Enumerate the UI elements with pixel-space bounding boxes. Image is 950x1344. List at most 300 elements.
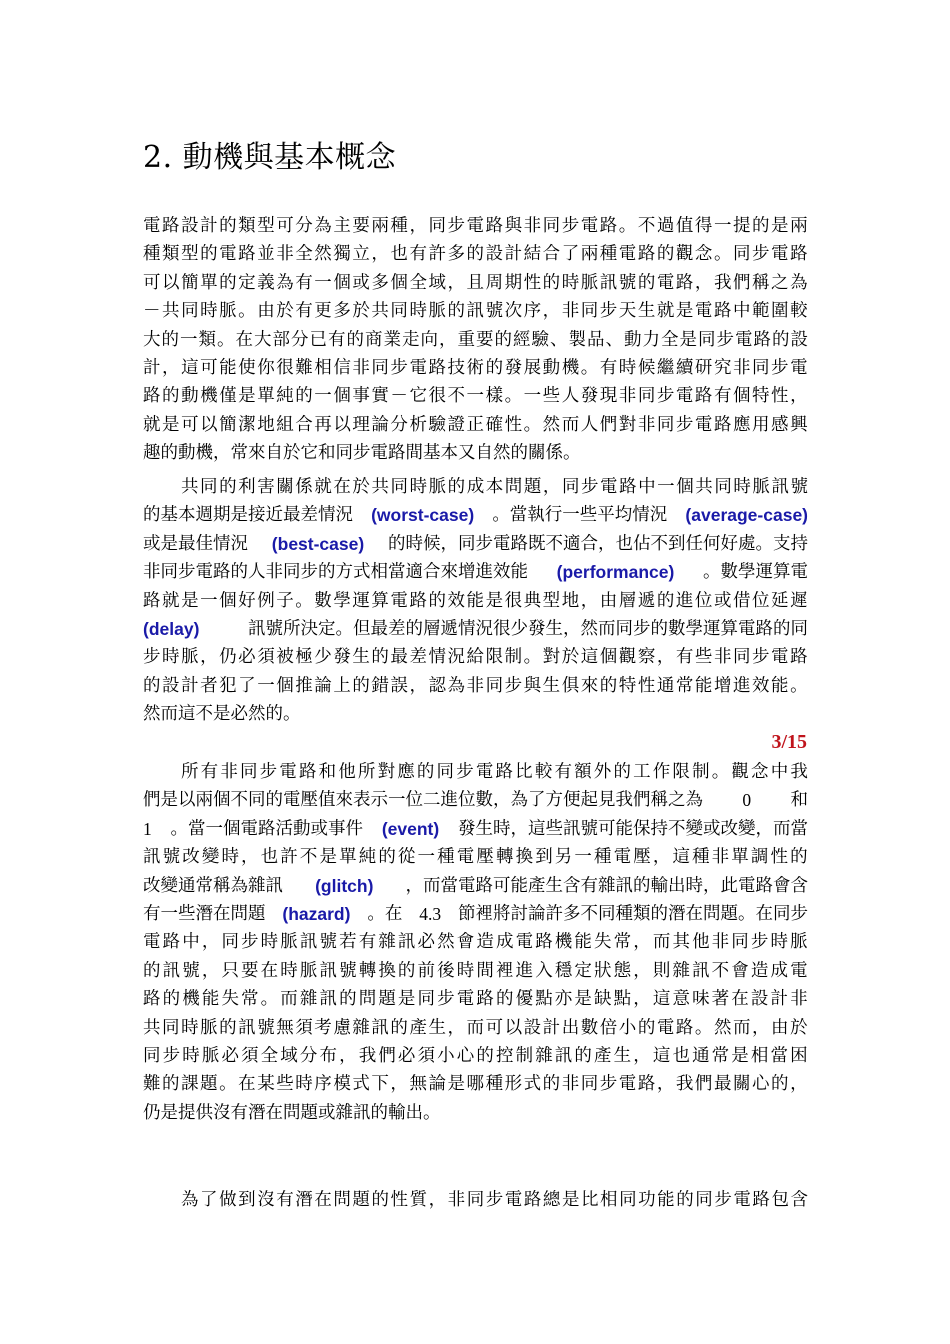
glyph: 性	[390, 1190, 409, 1210]
glyph: ，	[656, 1074, 675, 1095]
glyph: 是	[447, 1074, 465, 1095]
glyph: 路	[753, 329, 771, 350]
glyph: 多	[333, 301, 351, 322]
glyph: 是	[181, 590, 199, 611]
glyph: 脈	[428, 477, 447, 497]
glyph: 非	[711, 932, 730, 953]
glyph: ，	[200, 647, 218, 668]
glyph: 驗	[531, 329, 549, 350]
glyph: 延	[771, 590, 789, 611]
glyph: 須	[241, 1045, 259, 1066]
glyph: 訊	[599, 272, 618, 293]
glyph: 有	[200, 762, 219, 782]
glyph: 訊	[143, 847, 161, 868]
glyph: 入	[535, 960, 553, 981]
glyph: 計	[770, 989, 788, 1010]
glyph: 必	[397, 1045, 416, 1066]
glyph: 同	[239, 762, 258, 782]
glyph: 的	[656, 244, 675, 265]
glyph: ，	[339, 1045, 357, 1066]
glyph: 若	[339, 932, 357, 953]
glyph: 而	[280, 989, 298, 1010]
glyph: 。	[580, 357, 599, 378]
glyph: 些	[276, 1074, 294, 1095]
glyph: 。	[217, 329, 235, 350]
glyph: 點	[535, 989, 553, 1010]
glyph: 意	[672, 989, 690, 1010]
glyph: 對	[542, 647, 561, 668]
glyph: 失	[221, 989, 239, 1010]
glyph: 非	[732, 357, 751, 378]
glyph: 失	[594, 932, 612, 953]
glyph: 他	[692, 932, 710, 953]
glyph: 號	[485, 301, 504, 322]
glyph: 設	[181, 216, 199, 236]
glyph: 一	[200, 590, 218, 611]
text-line	[143, 872, 808, 900]
glyph: 路	[238, 244, 256, 265]
glyph: 步	[561, 216, 580, 236]
glyph: 發	[580, 386, 599, 407]
glyph: 機	[182, 989, 200, 1010]
glyph: 雜	[535, 1045, 553, 1066]
glyph: 非	[466, 675, 485, 696]
glyph: 訊	[319, 960, 337, 981]
glyph: 步	[656, 386, 675, 407]
glyph: 於	[352, 477, 370, 497]
glyph: 們	[599, 414, 618, 435]
glyph: 圍	[771, 301, 789, 322]
glyph: 常	[241, 989, 259, 1010]
page-number: 3/15	[771, 731, 807, 753]
glyph: 單	[731, 847, 749, 868]
glyph: 可	[143, 272, 161, 293]
glyph: 須	[257, 647, 275, 668]
glyph: 壓	[476, 847, 494, 868]
glyph: 步	[714, 1190, 732, 1210]
glyph: 小	[437, 1045, 455, 1066]
glyph: 包	[771, 1190, 789, 1210]
glyph: 調	[750, 847, 769, 868]
glyph: 電	[279, 762, 297, 782]
glyph: 不	[637, 216, 656, 236]
glyph: 這	[672, 847, 690, 868]
glyph: 必	[238, 647, 256, 668]
glyph: 路	[485, 216, 504, 236]
glyph: 商	[365, 329, 383, 350]
glyph: 訊	[162, 960, 181, 981]
glyph: 後	[437, 960, 455, 981]
glyph: 是	[675, 301, 694, 322]
glyph: 到	[238, 1190, 256, 1210]
glyph: 困	[790, 1045, 808, 1066]
glyph: 序	[523, 301, 542, 322]
text-run: 節裡將討論許多不同種類的潛在問題。在同步	[458, 903, 808, 924]
glyph: 觀	[675, 244, 694, 265]
glyph: 而	[561, 414, 580, 435]
glyph: 有	[276, 1190, 294, 1210]
glyph: 共	[371, 301, 389, 322]
glyph: 倍	[599, 1017, 618, 1038]
glyph: 須	[417, 1045, 436, 1066]
glyph: 發	[333, 647, 351, 668]
glyph: 非	[711, 847, 730, 868]
glyph: 然	[542, 414, 561, 435]
text-run: 非同步電路的人非同步的方式相當適合來增進效能	[143, 562, 528, 583]
glyph: 步	[675, 414, 694, 435]
glyph: 能	[657, 1190, 675, 1210]
glyph: 關	[276, 477, 294, 497]
glyph: 。	[713, 244, 732, 265]
glyph: 步	[771, 357, 789, 378]
text-run: 發生時，這些訊號可能保持不變或改變，而當	[457, 818, 808, 839]
glyph: 再	[314, 414, 332, 435]
glyph: 電	[656, 272, 675, 293]
glyph: 提	[732, 216, 751, 236]
glyph: ，	[633, 1045, 651, 1066]
glyph: 也	[672, 1045, 690, 1066]
glyph: 些	[694, 647, 713, 668]
glyph: 利	[238, 477, 256, 497]
glyph: 本	[485, 477, 504, 497]
glyph: 有	[328, 329, 346, 350]
glyph: 設	[523, 1017, 542, 1038]
glyph: 實	[371, 386, 389, 407]
glyph: 了	[561, 244, 580, 265]
glyph: 同	[390, 477, 409, 497]
glyph: 個	[599, 647, 618, 668]
glyph: 念	[694, 244, 713, 265]
glyph: 也	[260, 847, 279, 868]
glyph: 脈	[201, 1045, 220, 1066]
glyph: 進	[732, 675, 751, 696]
glyph: ，	[752, 1017, 770, 1038]
glyph: 種	[599, 244, 618, 265]
paragraph-2	[143, 473, 808, 729]
glyph: 雜	[378, 932, 396, 953]
glyph: ，	[694, 272, 713, 293]
glyph: 全	[260, 1045, 279, 1066]
glyph: 增	[713, 675, 732, 696]
glyph: 電	[733, 1190, 751, 1210]
glyph: －	[143, 301, 161, 322]
glyph: 。	[618, 216, 637, 236]
glyph: 效	[752, 675, 770, 696]
glyph: 。	[694, 1017, 713, 1038]
glyph: 某	[257, 1074, 275, 1095]
glyph: 有	[295, 301, 313, 322]
glyph: 論	[314, 675, 332, 696]
paragraph-4	[143, 1186, 808, 1214]
glyph: 出	[561, 1017, 580, 1038]
glyph: 路	[162, 216, 180, 236]
text-run: 或是最佳情況	[143, 533, 248, 554]
glyph: 能	[694, 675, 713, 696]
glyph: 必	[221, 1045, 239, 1066]
glyph: 合	[295, 414, 313, 435]
glyph: 的	[162, 386, 180, 407]
glyph: 對	[618, 414, 637, 435]
glyph: 性	[770, 847, 788, 868]
glyph: 時	[221, 847, 239, 868]
glyph: 是	[238, 386, 256, 407]
glyph: 計	[542, 1017, 561, 1038]
text-line	[143, 643, 808, 671]
glyph: 或	[352, 272, 370, 293]
glyph: 非	[352, 357, 370, 378]
glyph: 計	[200, 216, 218, 236]
glyph: 脈	[181, 647, 199, 668]
glyph: 是	[771, 216, 789, 236]
glyph: 分	[295, 216, 313, 236]
glyph: 的	[162, 989, 181, 1010]
glyph: 一	[523, 386, 542, 407]
glyph: 的	[143, 960, 161, 981]
glyph: 的	[371, 1190, 389, 1210]
glyph: 種	[692, 847, 710, 868]
glyph: 式	[523, 1074, 542, 1095]
glyph: 的	[494, 329, 512, 350]
glyph: ，	[241, 847, 259, 868]
glyph: 。	[523, 414, 542, 435]
glyph: 兩	[580, 244, 599, 265]
glyph: 一	[713, 216, 732, 236]
glyph: 遞	[637, 590, 656, 611]
glyph: 電	[694, 414, 713, 435]
glyph: 展	[523, 357, 542, 378]
glyph: 性	[504, 414, 523, 435]
glyph: ，	[371, 244, 389, 265]
glyph: 的	[637, 1017, 656, 1038]
glyph: 式	[352, 1074, 370, 1095]
glyph: 雜	[352, 1017, 370, 1038]
glyph: 同	[580, 1074, 599, 1095]
glyph: 步	[716, 329, 734, 350]
glyph: 是	[561, 1190, 580, 1210]
glyph: 時	[181, 1017, 199, 1038]
glyph: 觀	[731, 762, 749, 782]
glyph: 能	[771, 675, 789, 696]
glyph: 組	[276, 414, 294, 435]
glyph: 你	[257, 357, 275, 378]
text-line	[143, 786, 808, 814]
glyph: 最	[713, 1074, 732, 1095]
glyph: 者	[200, 675, 218, 696]
glyph: 的	[790, 847, 808, 868]
text-line	[143, 957, 808, 985]
glyph: 這	[652, 989, 671, 1010]
glyph: 借	[732, 590, 751, 611]
glyph: 路	[790, 647, 808, 668]
glyph: 非	[618, 386, 637, 407]
glyph: 的	[295, 386, 313, 407]
glyph: 義	[257, 272, 275, 293]
glyph: 會	[731, 960, 749, 981]
glyph: 品	[587, 329, 605, 350]
glyph: 非	[561, 301, 580, 322]
glyph: 兩	[790, 216, 808, 236]
glyph: 或	[713, 590, 732, 611]
glyph: 常	[613, 932, 632, 953]
glyph: 非	[276, 244, 294, 265]
glyph: 確	[485, 414, 504, 435]
glyph: 序	[314, 1074, 332, 1095]
text-line	[143, 615, 808, 643]
glyph: 有	[599, 357, 618, 378]
glyph: 造	[750, 960, 769, 981]
glyph: ，	[447, 272, 465, 293]
glyph: 設	[750, 989, 769, 1010]
glyph: 析	[409, 414, 427, 435]
glyph: 全	[661, 329, 679, 350]
glyph: 一	[466, 386, 485, 407]
glyph: 同	[143, 1045, 161, 1066]
glyph: 由	[257, 301, 275, 322]
glyph: 不	[711, 960, 730, 981]
glyph: 無	[276, 1017, 294, 1038]
glyph: 候	[637, 357, 656, 378]
glyph: 究	[713, 357, 732, 378]
glyph: 興	[790, 414, 808, 435]
glyph: 有	[295, 272, 313, 293]
glyph: 比	[515, 762, 533, 782]
glyph: 樣	[485, 386, 504, 407]
glyph: 功	[638, 1190, 656, 1210]
glyph: 動	[542, 357, 561, 378]
glyph: 號	[182, 960, 200, 981]
glyph: 脈	[299, 960, 318, 981]
glyph: 問	[358, 989, 377, 1010]
glyph: 信	[333, 357, 351, 378]
glyph: 電	[475, 762, 494, 782]
glyph: 路	[162, 932, 181, 953]
glyph: 在	[314, 1190, 332, 1210]
glyph: 性	[771, 386, 789, 407]
term-delay: (delay)	[143, 618, 200, 639]
glyph: 的	[485, 357, 504, 378]
glyph: 少	[314, 647, 332, 668]
glyph: 就	[656, 301, 675, 322]
glyph: 單	[339, 847, 357, 868]
glyph: 同	[390, 301, 408, 322]
glyph: 成	[770, 960, 788, 981]
glyph: 類	[198, 329, 216, 350]
glyph: 必	[417, 932, 436, 953]
glyph: 多	[371, 272, 389, 293]
glyph: 值	[675, 216, 694, 236]
glyph: 電	[580, 216, 599, 236]
glyph: 範	[752, 301, 770, 322]
glyph: ，	[390, 1074, 408, 1095]
glyph: 電	[618, 1074, 637, 1095]
glyph: ，	[633, 932, 651, 953]
glyph: 路	[143, 590, 161, 611]
glyph: 。	[523, 647, 542, 668]
glyph: 只	[221, 960, 239, 981]
glyph: 時	[260, 932, 279, 953]
glyph: 機	[561, 357, 580, 378]
term-hazard: (hazard)	[282, 903, 351, 924]
glyph: 電	[790, 357, 808, 378]
glyph: 而	[466, 1017, 485, 1038]
glyph: 步	[390, 357, 408, 378]
glyph: 位	[694, 590, 713, 611]
glyph: 心	[456, 1045, 475, 1066]
digit-zero: 0	[742, 790, 752, 811]
glyph: 同	[436, 762, 455, 782]
glyph: 同	[428, 216, 446, 236]
glyph: 然	[437, 932, 455, 953]
glyph: 同	[732, 647, 751, 668]
glyph: 研	[694, 357, 713, 378]
glyph: 是	[574, 989, 592, 1010]
glyph: 步	[750, 932, 769, 953]
glyph: 穩	[554, 960, 573, 981]
glyph: 換	[378, 960, 396, 981]
glyph: 步	[580, 477, 599, 497]
glyph: 性	[637, 675, 656, 696]
glyph: 同	[162, 1017, 180, 1038]
glyph: 的	[219, 477, 237, 497]
text-line	[143, 843, 808, 871]
glyph: 為	[447, 675, 465, 696]
glyph: 同	[637, 386, 656, 407]
glyph: 變	[201, 847, 220, 868]
glyph: 能	[574, 932, 592, 953]
glyph: 的	[447, 477, 466, 497]
glyph: 步	[437, 989, 455, 1010]
glyph: 課	[181, 1074, 199, 1095]
glyph: 仍	[219, 647, 237, 668]
glyph: 於	[276, 301, 294, 322]
glyph: 現	[599, 386, 618, 407]
glyph: 我	[713, 272, 732, 293]
glyph: 簡	[219, 414, 237, 435]
glyph: 域	[280, 1045, 298, 1066]
glyph: 同	[561, 477, 580, 497]
glyph: 同	[656, 414, 675, 435]
glyph: ，	[790, 1074, 808, 1095]
glyph: 轉	[495, 847, 514, 868]
glyph: 路	[535, 932, 553, 953]
glyph: 同	[181, 301, 199, 322]
glyph: 有	[358, 932, 377, 953]
glyph: 不	[447, 386, 465, 407]
glyph: 電	[613, 847, 632, 868]
glyph: 共	[162, 301, 180, 322]
text-run: 的時候，同步電路既不適合，也佔不到任何好處。支持	[388, 533, 808, 554]
glyph: 兩	[371, 216, 389, 236]
glyph: 外	[593, 762, 612, 782]
glyph: 的	[466, 244, 485, 265]
glyph: 事	[352, 386, 370, 407]
paragraph-1	[143, 212, 808, 468]
glyph: 分	[390, 414, 408, 435]
text-run: 們是以兩個不同的電壓值來表示一位二進位數，為了方便起見我們稱之為	[143, 790, 703, 811]
glyph: 特	[752, 386, 770, 407]
glyph: 能	[466, 590, 485, 611]
glyph: 問	[333, 1190, 351, 1210]
glyph: 們	[694, 1074, 713, 1095]
term-average-case: (average-case)	[685, 505, 808, 526]
text-line	[143, 501, 808, 529]
glyph: 的	[378, 847, 396, 868]
glyph: 進	[515, 960, 534, 981]
glyph: 個	[390, 272, 408, 293]
glyph: 工	[633, 762, 651, 782]
glyph: 這	[652, 1045, 671, 1066]
glyph: 非	[523, 216, 542, 236]
